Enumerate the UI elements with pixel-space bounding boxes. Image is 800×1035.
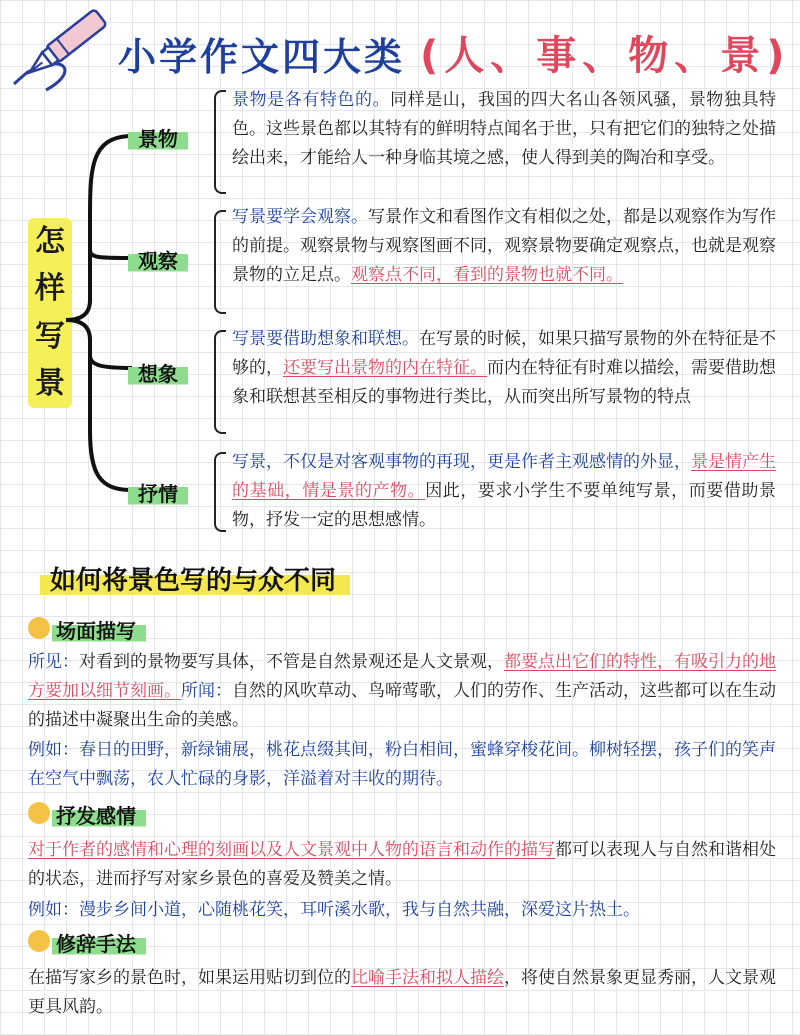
example-paragraph: 例如：春日的田野，新绿铺展，桃花点缀其间，粉白相间，蜜蜂穿梭花间。柳树轻摆，孩子们的笑声在空气中飘荡，农人忙碌的身影，洋溢着对丰收的期待。 xyxy=(28,740,776,789)
branch-text-guancha: 写景要学会观察。写景作文和看图作文有相似之处，都是以观察作为写作的前提。观察景物与观察图画不同，观察景物要确定观察点，也就是观察景物的立足点。观察点不同，看到的景物也就不同。 xyxy=(232,207,776,285)
branch-text-xiangxiang: 写景要借助想象和联想。在写景的时候，如果只描写景物的外在特征是不够的，还要写出景物的内在特征。而内在特征有时难以描绘，需要借助想象和联想甚至相反的事物进行类比，从而突出所写景物的特点 xyxy=(232,329,776,407)
bullet-dot-icon xyxy=(28,802,50,824)
mindmap-root: 怎 样 写 景 xyxy=(28,218,72,408)
branch-label-xiangxiang: 想象 xyxy=(128,356,188,387)
branch-text-shuqing: 写景，不仅是对客观事物的再现，更是作者主观感情的外显，景是情产生的基础，情是景的产物。因此，要求小学生不要单纯写景，而要借助景物，抒发一定的思想感情。 xyxy=(232,452,777,530)
branch-label-guancha: 观察 xyxy=(128,243,188,274)
brace xyxy=(214,90,226,194)
brace xyxy=(214,452,226,532)
bullet-dot-icon xyxy=(28,617,50,639)
mindmap-connector xyxy=(60,130,140,504)
brace xyxy=(214,330,226,434)
subsection-title: 抒发感情 xyxy=(52,800,146,829)
branch-label-jingwu: 景物 xyxy=(128,121,188,152)
subsection-paragraph: 对于作者的感情和心理的刻画以及人文景观中人物的语言和动作的描写都可以表现人与自然和谐相处的状态，进而抒写对家乡景色的喜爱及赞美之情。 xyxy=(28,840,776,889)
branch-text-jingwu: 景物是各有特色的。同样是山，我国的四大名山各领风骚，景物独具特色。这些景色都以其特有的鲜明特点闻名于世，只有把它们的独特之处描绘出来，才能给人一种身临其境之感，使人得到美的陶冶和享受。 xyxy=(232,90,777,168)
example-paragraph: 例如：漫步乡间小道，心随桃花笑，耳听溪水歌，我与自然共融，深爱这片热土。 xyxy=(28,900,640,920)
subsection-paragraph: 在描写家乡的景色时，如果运用贴切到位的比喻手法和拟人描绘，将使自然景象更显秀丽，人文景观更具风韵。 xyxy=(28,968,776,1017)
subsection-title: 场面描写 xyxy=(52,615,146,644)
section-title: 如何将景色写的与众不同 xyxy=(40,560,350,597)
page-title: 小学作文四大类 xyxy=(118,35,406,79)
subsection-title: 修辞手法 xyxy=(52,928,146,957)
brace xyxy=(214,210,226,314)
subsection-paragraph: 所见：对看到的景物要写具体，不管是自然景观还是人文景观，都要点出它们的特性，有吸引力的地方要加以细节刻画。所闻：自然的风吹草动、鸟啼莺歌，人们的劳作、生产活动，这些都可以在生动的描述中凝聚出生命的美感。 xyxy=(28,652,776,730)
bullet-dot-icon xyxy=(28,930,50,952)
branch-label-shuqing: 抒情 xyxy=(128,476,188,507)
fountain-pen-icon xyxy=(6,4,116,94)
page-subtitle: (人、事、物、景) xyxy=(420,33,791,79)
